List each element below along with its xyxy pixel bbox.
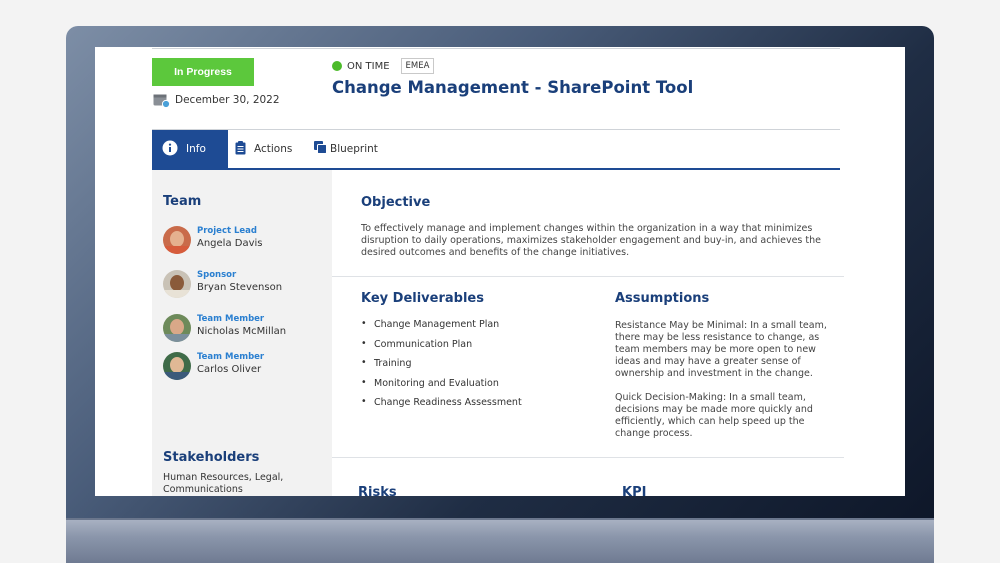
objective-heading: Objective [361, 195, 431, 210]
team-sidebar [152, 170, 332, 496]
team-member [163, 226, 263, 254]
assumption-line: efficiently, which can help speed up the [615, 416, 805, 427]
assumption-line: decisions may be made more quickly and [615, 404, 813, 415]
avatar [163, 270, 191, 298]
page-title: Change Management - SharePoint Tool [332, 78, 694, 97]
objective-line: To effectively manage and implement changes within the organization in a way that minimizes [361, 223, 813, 234]
member-name: Nicholas McMillan [197, 326, 287, 337]
status-button[interactable]: In Progress [152, 58, 254, 86]
objective-line: desired outcomes and benefits of the change initiatives. [361, 247, 630, 258]
region-badge: EMEA [401, 58, 435, 74]
stakeholders-line: Communications [163, 484, 243, 495]
info-icon [162, 140, 178, 159]
section-divider [332, 276, 844, 277]
assumption-line: team members may be more open to new [615, 344, 816, 355]
tab-blueprint-label: Blueprint [330, 143, 378, 155]
assumptions-heading: Assumptions [615, 291, 710, 306]
due-date-text: December 30, 2022 [175, 94, 280, 106]
avatar [163, 352, 191, 380]
assumption-line: ideas and may have a greater sense of [615, 356, 801, 367]
schedule-status-text: ON TIME [347, 60, 390, 72]
stakeholders-heading: Stakeholders [163, 450, 260, 465]
tab-bar [152, 130, 840, 168]
team-heading: Team [163, 194, 202, 209]
due-date [153, 93, 280, 107]
avatar [163, 226, 191, 254]
kpi-heading: KPI [622, 485, 647, 496]
member-role: Sponsor [197, 270, 237, 280]
risks-heading: Risks [358, 485, 397, 496]
member-name: Bryan Stevenson [197, 282, 283, 293]
assumption-line: there may be less resistance to change, as [615, 332, 820, 343]
tab-info[interactable] [152, 130, 228, 168]
tab-actions[interactable] [235, 130, 292, 168]
calendar-icon [153, 93, 169, 107]
tab-actions-label: Actions [254, 143, 293, 155]
assumption-line: Resistance May be Minimal: In a small team, [615, 320, 827, 331]
avatar [163, 314, 191, 342]
objective-text [361, 223, 841, 259]
assumption-line: Quick Decision-Making: In a small team, [615, 392, 806, 403]
list-item: • Monitoring and Evaluation [361, 378, 522, 398]
copy-icon [314, 141, 327, 157]
list-item: • Change Management Plan [361, 319, 522, 339]
assumption-line: ownership and investment in the change. [615, 368, 813, 379]
team-member [163, 314, 286, 342]
stakeholders-text [163, 472, 283, 496]
schedule-status [332, 58, 434, 74]
stakeholders-line: Human Resources, Legal, [163, 472, 284, 483]
team-member [163, 270, 282, 298]
list-item: • Change Readiness Assessment [361, 397, 522, 417]
member-role: Team Member [197, 314, 265, 324]
member-name: Angela Davis [197, 238, 263, 249]
member-name: Carlos Oliver [197, 364, 262, 375]
member-role: Team Member [197, 352, 265, 362]
assumption-line: change process. [615, 428, 693, 439]
section-divider [332, 457, 844, 458]
member-role: Project Lead [197, 226, 258, 236]
tab-blueprint[interactable] [314, 130, 378, 168]
status-dot-icon [332, 61, 342, 71]
assumptions-text [615, 320, 845, 440]
clipboard-icon [235, 141, 246, 158]
objective-line: disruption to daily operations, maximizes stakeholder engagement and buy-in, and achieves the [361, 235, 821, 246]
deliverables-list [361, 319, 522, 417]
team-member [163, 352, 264, 380]
header-divider [152, 48, 840, 49]
deliverables-heading: Key Deliverables [361, 291, 484, 306]
list-item: • Training [361, 358, 522, 378]
tab-info-label: Info [186, 143, 206, 155]
laptop-base [66, 520, 934, 563]
list-item: • Communication Plan [361, 339, 522, 359]
laptop-screen [95, 47, 905, 496]
